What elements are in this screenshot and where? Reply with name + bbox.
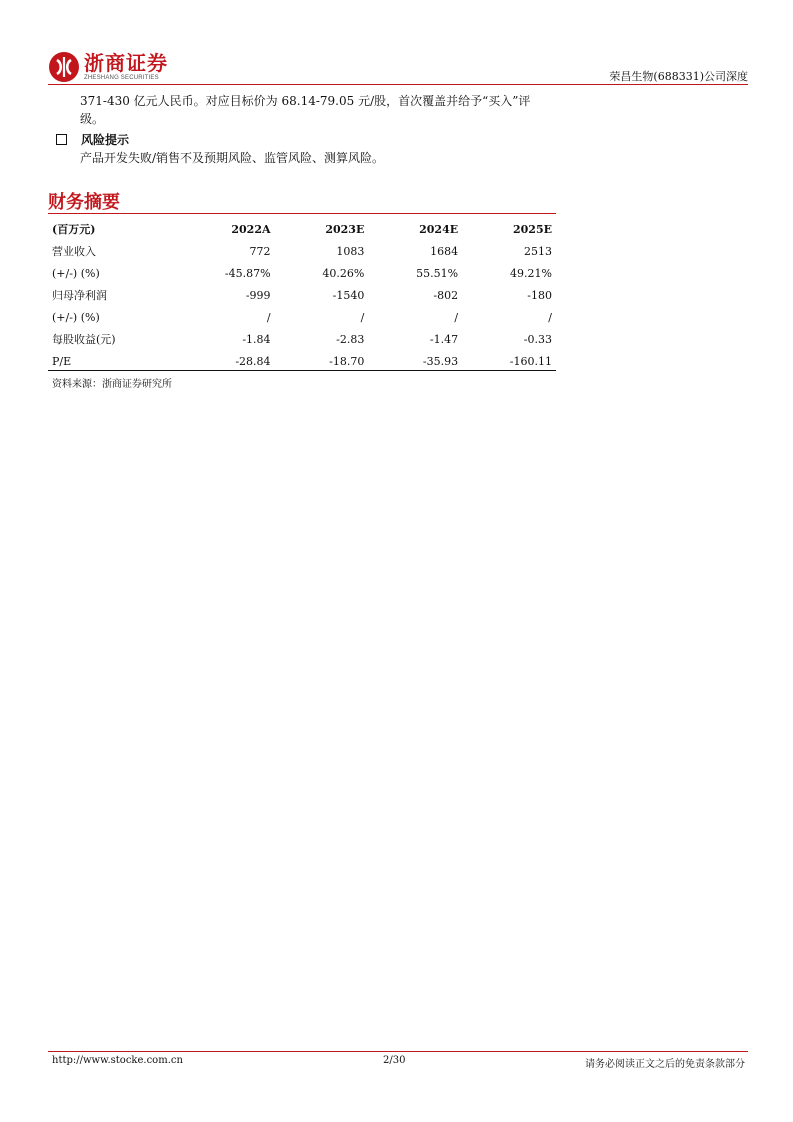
valuation-paragraph: [80, 92, 560, 128]
valuation-line-2: 级。: [80, 112, 105, 126]
valuation-line-1: 371-430 亿元人民币。对应目标价为 68.14-79.05 元/股，首次覆盖并给予“买入”评: [80, 94, 531, 108]
table-cell: 1684: [430, 244, 459, 258]
table-row: [48, 306, 556, 328]
table-cell: -180: [527, 288, 552, 302]
table-cell: -1.84: [242, 332, 271, 346]
row-label: (+/-) (%): [52, 266, 100, 280]
risk-text: 产品开发失败/销售不及预期风险、监管风险、测算风险。: [80, 151, 385, 165]
page-number: 2/30: [383, 1055, 406, 1066]
footer-url: http://www.stocke.com.cn: [52, 1055, 183, 1066]
column-header: 2023E: [325, 222, 365, 236]
row-label: 归母净利润: [52, 289, 107, 302]
data-source-note: 资料来源：浙商证券研究所: [52, 379, 172, 390]
table-cell: -1.47: [429, 332, 459, 346]
financial-summary-table: [48, 218, 556, 372]
column-header: 2022A: [231, 222, 271, 236]
table-cell: 55.51%: [416, 266, 459, 280]
footer-disclaimer: 请务必阅读正文之后的免责条款部分: [585, 1059, 745, 1070]
table-row: [48, 240, 556, 262]
column-header: 2025E: [513, 222, 552, 236]
brand-logo: [48, 51, 168, 83]
table-row: [48, 328, 556, 350]
brand-name-cn: 浙商证券: [84, 51, 168, 75]
document-title: 荣昌生物(688331)公司深度: [609, 70, 748, 83]
table-header-row: [48, 218, 556, 240]
row-label: (+/-) (%): [52, 310, 100, 324]
table-cell: -18.70: [329, 354, 365, 368]
summary-title: 财务摘要: [48, 192, 120, 213]
footer-divider: [48, 1051, 748, 1052]
summary-divider: [48, 213, 556, 214]
brand-logo-icon: [48, 51, 80, 83]
table-cell: /: [266, 310, 271, 324]
table-cell: -1540: [332, 288, 365, 302]
table-cell: -45.87%: [224, 266, 271, 280]
header-divider: [48, 84, 748, 85]
table-cell: 772: [249, 244, 271, 258]
column-header: (百万元): [52, 223, 96, 236]
table-cell: -0.33: [523, 332, 552, 346]
table-cell: -802: [433, 288, 459, 302]
risk-heading: [56, 131, 129, 148]
risk-title: 风险提示: [81, 133, 130, 147]
table-cell: /: [548, 310, 552, 324]
table-cell: /: [360, 310, 365, 324]
table-cell: -28.84: [235, 354, 271, 368]
row-label: 营业收入: [52, 245, 96, 258]
table-bottom-rule: [48, 370, 556, 371]
table-cell: -2.83: [336, 332, 365, 346]
table-cell: 1083: [336, 244, 365, 258]
table-cell: -999: [245, 288, 271, 302]
checkbox-bullet-icon: [56, 134, 67, 145]
table-cell: -35.93: [422, 354, 459, 368]
table-cell: 2513: [524, 244, 552, 258]
table-cell: -160.11: [509, 354, 552, 368]
brand-name-en: ZHESHANG SECURITIES: [84, 75, 159, 81]
table-cell: /: [454, 310, 459, 324]
table-row: [48, 284, 556, 306]
row-label: P/E: [52, 354, 72, 368]
column-header: 2024E: [419, 222, 459, 236]
page-header: [48, 48, 748, 86]
table-cell: 49.21%: [510, 266, 552, 280]
table-row: [48, 350, 556, 372]
row-label: 每股收益(元): [52, 333, 116, 346]
table-row: [48, 262, 556, 284]
table-cell: 40.26%: [322, 266, 365, 280]
